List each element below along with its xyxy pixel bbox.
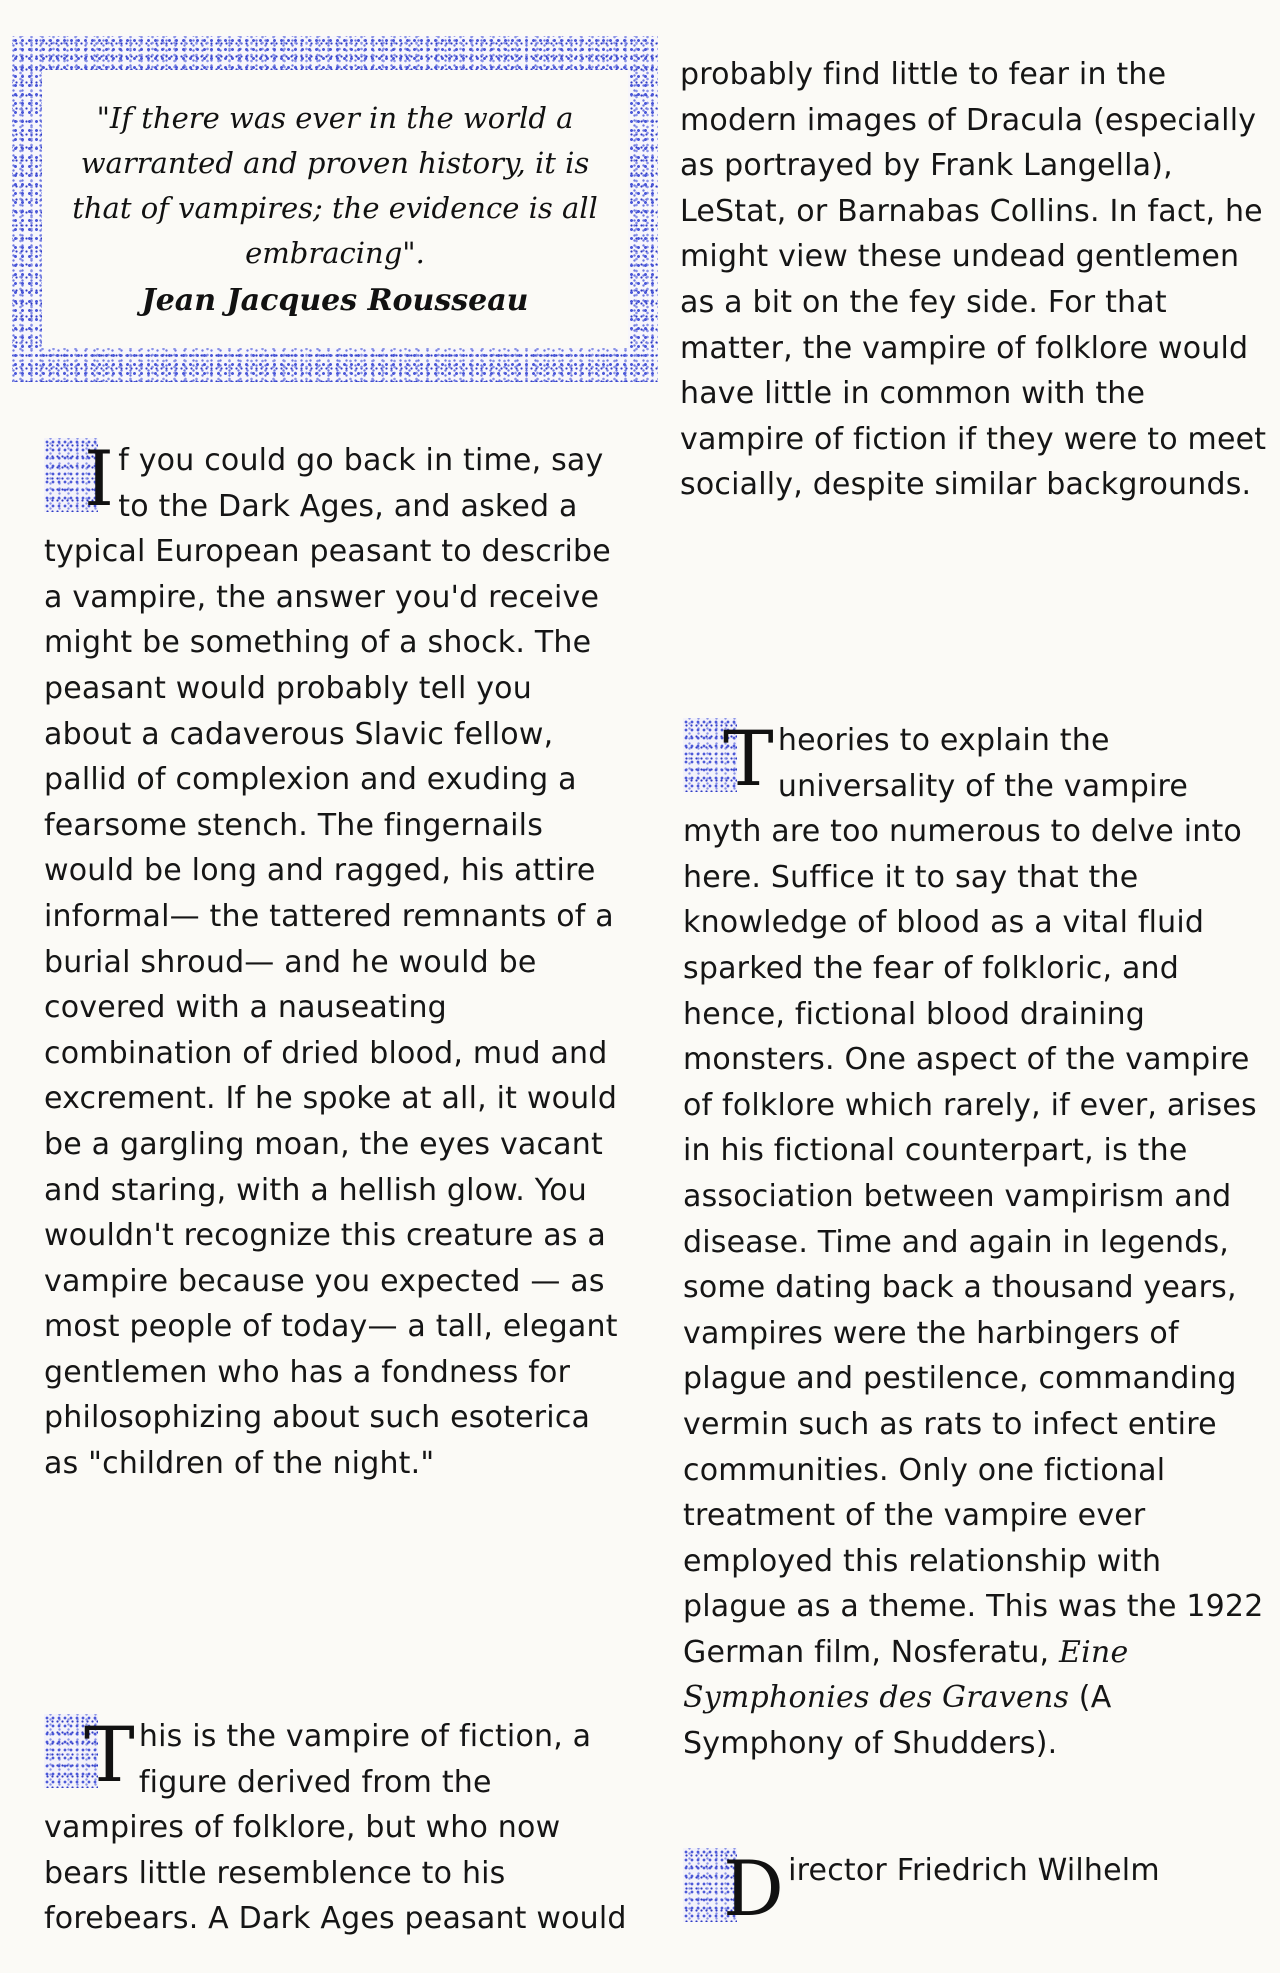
dropcap-letter: T bbox=[84, 1710, 135, 1799]
quote-text: "If there was ever in the world a warranted and proven history, it is that of vampires; the evidence is all embracing". bbox=[72, 100, 598, 270]
paragraph-2-continued-text: probably find little to fear in the modern images of Dracula (especially as portrayed by Frank Langella), LeStat, or Barnabas Collins. In fact, he might view these undead gentlemen as a bit on the fey side. For that matter, the vampire of folklore would have little in common with the vampire of fiction if they were to meet socially, despite similar backgrounds. bbox=[680, 57, 1267, 503]
dropcap-letter: I bbox=[84, 434, 115, 523]
dropcap-2 bbox=[44, 1710, 135, 1799]
dropcap-letter: D bbox=[723, 1844, 785, 1933]
paragraph-1-text: f you could go back in time, say to the Dark Ages, and asked a typical European peasant to describe a vampire, the answer you'd receive might be something of a shock. The peasant would probably tell you about a cadaverous Slavic fellow, pallid of complexion and exuding a fearsome stench. The fingernails would be long and ragged, his attire informal— the tattered remnants of a burial shroud— and he would be covered with a nauseating combination of dried blood, mud and excrement. If he spoke at all, it would be a gargling moan, the eyes vacant and staring, with a hellish glow. You wouldn't recognize this creature as a vampire because you expected — as most people of today— a tall, elegant gentlemen who has a fondness for philosophizing about such esoterica as "children of the night." bbox=[44, 443, 618, 1482]
paragraph-2 bbox=[44, 1710, 634, 1942]
paragraph-2-text: his is the vampire of fiction, a figure derived from the vampires of folklore, but who now bears little resemblence to his forebears. A Dark Ages peasant would bbox=[44, 1719, 627, 1937]
quote-author: Jean Jacques Rousseau bbox=[141, 282, 529, 318]
paragraph-4-text: irector Friedrich Wilhelm bbox=[788, 1853, 1160, 1888]
film-title-translation: (A Symphony of Shudders). bbox=[683, 1680, 1112, 1762]
paragraph-3-text: heories to explain the universality of the vampire myth are too numerous to delve into here. Suffice it to say that the knowledge of blood as a vital fluid sparked the fear of folkloric, and hence, fictional blood draining monsters. One aspect of the vampire of folklore which rarely, if ever, arises in his fictional counterpart, is the association between vampirism and disease. Time and again in legends, some dating back a thousand years, vampires were the harbingers of plague and pestilence, commanding vermin such as rats to infect entire communities. Only one fictional treatment of the vampire ever employed this relationship with plague as a theme. This was the 1922 German film, Nosferatu, bbox=[683, 723, 1264, 1670]
dropcap-3 bbox=[683, 714, 774, 803]
dropcap-letter: T bbox=[723, 714, 774, 803]
dropcap-1 bbox=[44, 434, 115, 523]
paragraph-4 bbox=[683, 1844, 1243, 1933]
paragraph-1 bbox=[44, 434, 624, 1487]
paragraph-3 bbox=[683, 714, 1273, 1767]
paragraph-2-continued bbox=[680, 52, 1270, 508]
quote-box bbox=[12, 36, 658, 382]
film-title: Eine Symphonies des Gravens bbox=[683, 1634, 1129, 1716]
dropcap-4 bbox=[683, 1844, 785, 1933]
quote-inner bbox=[42, 70, 628, 348]
